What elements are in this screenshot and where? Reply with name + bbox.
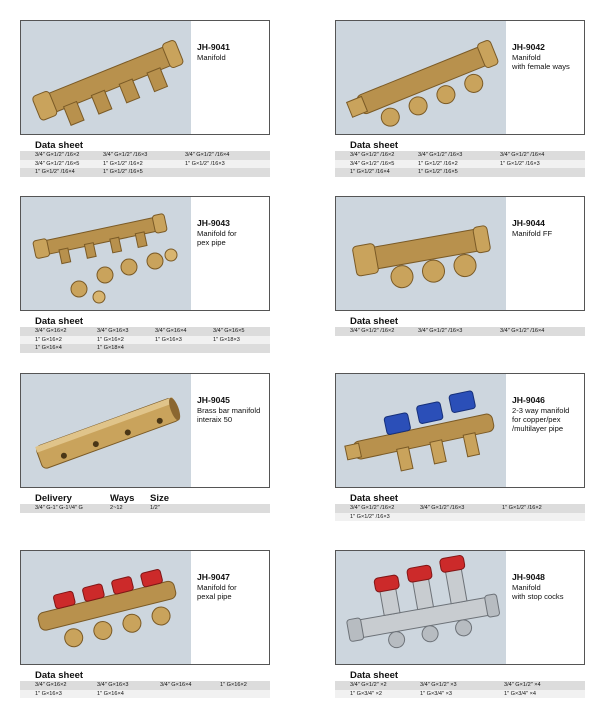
- table-cell: 3/4″ G×1/2″ ×3: [420, 682, 457, 688]
- table-row: [20, 504, 270, 513]
- product-photo-brass-bar: [21, 374, 191, 487]
- product-desc-line: Manifold: [512, 53, 541, 62]
- data-sheet: [335, 671, 585, 698]
- table-cell: 1″ G×1/2″ /16×2: [103, 160, 143, 167]
- product-photo-red-valve-manifold: [21, 551, 191, 664]
- table-cell: 3/4″ G×16×3: [97, 328, 129, 334]
- table-cell: 3/4″ G×16×2: [35, 328, 67, 334]
- table-cell: 3/4″ G×1/2″ /16×3: [418, 152, 463, 158]
- product-desc-line: Manifold: [197, 53, 226, 62]
- product-code: JH-9041: [197, 42, 230, 52]
- table-cell: 1″ G×16×2: [97, 336, 124, 343]
- product-code: JH-9047: [197, 572, 230, 582]
- table-cell: 3/4″ G×1/2″ /16×2: [350, 328, 395, 334]
- table-row: [20, 344, 270, 353]
- product-desc-line: Manifold for: [197, 229, 237, 238]
- table-cell: 3/4″ G×1/2″ /16×4: [500, 328, 545, 334]
- product-card-jh-9042: [335, 20, 585, 177]
- table-cell: 3/4″ G×16×3: [97, 682, 129, 688]
- table-row: [20, 168, 270, 177]
- table-row: [335, 504, 585, 513]
- product-box: [20, 550, 270, 665]
- product-code: JH-9048: [512, 572, 545, 582]
- product-card-jh-9048: [335, 550, 585, 698]
- product-desc-line: pex pipe: [197, 238, 226, 247]
- table-cell: 1″ G×1/2″ /16×3: [500, 160, 540, 167]
- data-sheet-title: Data sheet: [35, 140, 84, 151]
- header-size: Size: [150, 493, 170, 504]
- table-cell: 3/4″ G×1/2″ ×4: [504, 682, 541, 688]
- table-cell: 3/4″ G×1/2″ /16×3: [103, 152, 148, 158]
- product-info: [512, 396, 584, 433]
- header-delivery: Delivery: [35, 493, 72, 504]
- table-row: [335, 160, 585, 169]
- product-card-jh-9047: [20, 550, 270, 698]
- table-row: [20, 690, 270, 699]
- product-photo-stop-cock-manifold: [336, 551, 506, 664]
- table-cell: 1″ G×3/4″ ×2: [350, 690, 382, 697]
- table-cell: 3/4″ G×1/2″ /16×3: [418, 328, 463, 334]
- table-cell: 3/4″ G×16×2: [35, 682, 67, 688]
- product-desc-line: with female ways: [512, 62, 570, 71]
- table-row: [335, 151, 585, 160]
- data-sheet: [335, 494, 585, 521]
- table-row: [20, 151, 270, 160]
- product-desc-line: pexal pipe: [197, 592, 232, 601]
- data-sheet-title: Data sheet: [350, 493, 399, 504]
- table-cell: 3/4″ G×1/2″ /16×3: [420, 505, 465, 511]
- table-cell: 1″ G×1/2″ /16×3: [185, 160, 225, 167]
- product-info: [512, 573, 584, 601]
- product-code: JH-9046: [512, 395, 545, 405]
- product-photo-manifold-ff: [336, 197, 506, 310]
- product-info: [197, 219, 269, 247]
- product-desc-line: for copper/pex: [512, 415, 561, 424]
- product-box: [335, 20, 585, 135]
- product-desc-line: interaix 50: [197, 415, 233, 424]
- table-cell: 1″ G×16×3: [35, 690, 62, 697]
- product-desc-line: Manifold: [512, 583, 541, 592]
- table-row: [20, 336, 270, 345]
- table-cell: 3/4″ G×16×4: [160, 682, 192, 688]
- product-box: [335, 550, 585, 665]
- table-cell: 3/4″ G×1/2″ /16×2: [350, 152, 395, 158]
- product-desc-line: Manifold for: [197, 583, 237, 592]
- product-code: JH-9043: [197, 218, 230, 228]
- table-cell: 3/4″ G×1/2″ /16×2: [35, 152, 80, 158]
- data-sheet-title: Data sheet: [350, 316, 399, 327]
- product-card-jh-9046: [335, 373, 585, 521]
- product-box: [20, 373, 270, 488]
- product-card-jh-9043: [20, 196, 270, 353]
- table-cell: 2~12: [110, 505, 123, 511]
- table-cell: 3/4″ G×1/2″ /16×5: [350, 160, 395, 167]
- table-row: [335, 513, 585, 522]
- table-row: [335, 681, 585, 690]
- product-desc-line: with stop cocks: [512, 592, 564, 601]
- table-cell: 1″ G×3/4″ ×3: [420, 690, 452, 697]
- table-cell: 3/4″ G×16×4: [155, 328, 187, 334]
- table-row: [335, 327, 585, 336]
- table-cell: 1″ G×16×4: [35, 345, 62, 351]
- product-desc-line: 2-3 way manifold: [512, 406, 570, 415]
- product-desc-line: Brass bar manifold: [197, 406, 261, 415]
- data-sheet-title: Data sheet: [350, 670, 399, 681]
- product-info: [197, 396, 269, 424]
- product-card-jh-9045: [20, 373, 270, 513]
- table-cell: 3/4″ G×1/2″ /16×5: [35, 160, 80, 167]
- data-sheet: [20, 317, 270, 353]
- delivery-header: [20, 494, 270, 504]
- table-cell: 1″ G×18×3: [213, 336, 240, 343]
- product-photo-manifold: [21, 21, 191, 134]
- product-desc-line: /multilayer pipe: [512, 424, 564, 433]
- product-code: JH-9042: [512, 42, 545, 52]
- product-desc-line: Manifold FF: [512, 229, 553, 238]
- table-row: [20, 327, 270, 336]
- table-cell: 3/4″ G×16×5: [213, 328, 245, 334]
- table-cell: 1″ G×1/2″ /16×3: [350, 513, 390, 520]
- table-cell: 1″ G×18×4: [97, 345, 124, 351]
- table-cell: 3/4″ G×1/2″ /16×4: [500, 152, 545, 158]
- product-info: [512, 219, 584, 238]
- product-box: [20, 196, 270, 311]
- data-sheet-title: Data sheet: [35, 316, 84, 327]
- product-card-jh-9044: [335, 196, 585, 336]
- product-card-jh-9041: [20, 20, 270, 177]
- table-cell: 1″ G×1/2″ /16×5: [103, 169, 143, 175]
- table-cell: 3/4″ G×1/2″ /16×2: [350, 505, 395, 511]
- table-row: [20, 160, 270, 169]
- data-sheet: [335, 317, 585, 336]
- product-code: JH-9044: [512, 218, 545, 228]
- data-sheet: [20, 141, 270, 177]
- header-ways: Ways: [110, 493, 135, 504]
- data-sheet: [20, 671, 270, 698]
- table-cell: 1″ G×1/2″ /16×4: [350, 169, 390, 175]
- table-cell: 1″ G×3/4″ ×4: [504, 690, 536, 697]
- table-row: [335, 168, 585, 177]
- data-sheet: [335, 141, 585, 177]
- product-box: [20, 20, 270, 135]
- data-sheet-title: Data sheet: [350, 140, 399, 151]
- table-cell: 1″ G×16×2: [220, 682, 247, 688]
- product-info: [197, 573, 269, 601]
- table-cell: 1″ G×16×3: [155, 336, 182, 343]
- data-sheet-title: Data sheet: [35, 670, 84, 681]
- table-row: [335, 690, 585, 699]
- table-cell: 1/2″: [150, 505, 160, 511]
- product-info: [197, 43, 269, 62]
- product-photo-manifold-female: [336, 21, 506, 134]
- table-cell: 1″ G×1/2″ /16×5: [418, 169, 458, 175]
- product-box: [335, 373, 585, 488]
- product-info: [512, 43, 584, 71]
- table-cell: 3/4″ G×1/2″ /16×4: [185, 152, 230, 158]
- table-cell: 1″ G×1/2″ /16×4: [35, 169, 75, 175]
- product-photo-blue-valve-manifold: [336, 374, 506, 487]
- table-cell: 1″ G×1/2″ /16×2: [502, 505, 542, 511]
- data-sheet: [20, 494, 270, 513]
- table-cell: 3/4″ G-1″ G-1¹/4″ G: [35, 505, 83, 511]
- product-code: JH-9045: [197, 395, 230, 405]
- table-row: [20, 681, 270, 690]
- product-box: [335, 196, 585, 311]
- table-cell: 1″ G×16×4: [97, 690, 124, 697]
- table-cell: 1″ G×16×2: [35, 336, 62, 343]
- product-photo-pex-manifold: [21, 197, 191, 310]
- table-cell: 1″ G×1/2″ /16×2: [418, 160, 458, 167]
- table-cell: 3/4″ G×1/2″ ×2: [350, 682, 387, 688]
